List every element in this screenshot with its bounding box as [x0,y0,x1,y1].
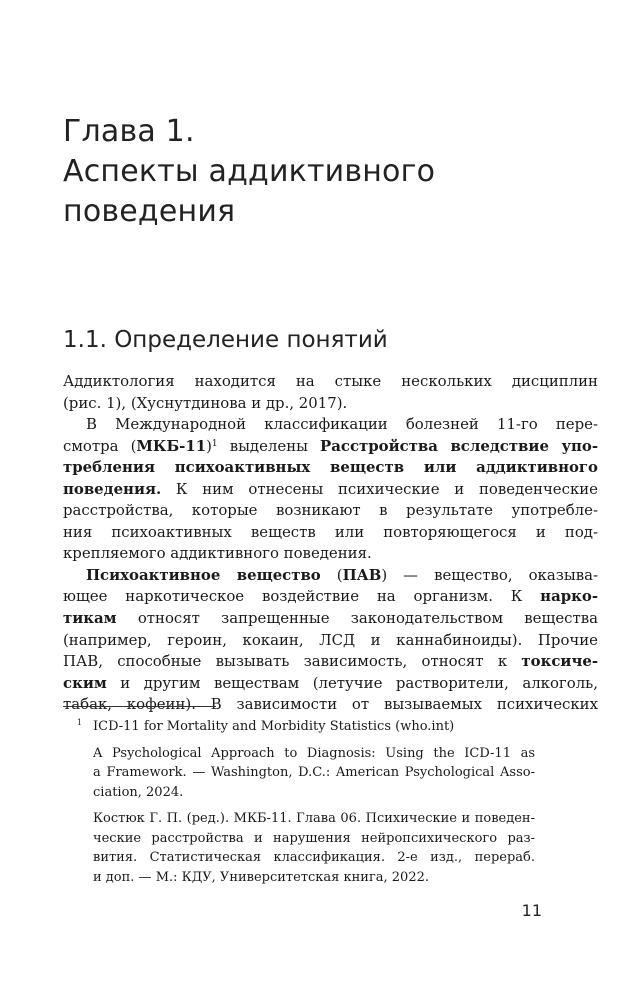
text-line: (например, героин, кокаин, ЛСД и каннабиноиды). Прочие [63,630,598,649]
chapter-title [63,112,603,232]
footnote-line: и доп. — М.: КДУ, Университетская книга, 2022. [93,869,430,885]
footnote-entry [93,744,535,803]
text-line: (рис. 1), (Хуснутдинова и др., 2017). [63,393,348,412]
text-line: В Международной классификации болезней 11-го пере- [86,415,598,434]
footnote-ref[interactable]: 1 [211,438,218,449]
footnote-line: A Psychological Approach to Diagnosis: Using the ICD-11 as [93,745,535,761]
bold-term: тикам [63,609,117,628]
text-line [63,565,598,587]
footnotes [63,717,535,894]
text-run: относят запрещенные законодательством вещества [116,609,598,628]
text-run: ( [320,565,343,584]
body-text [63,371,598,716]
footnote-entry [93,809,535,887]
chapter-title-line: поведения [63,194,236,229]
text-line: табак, кофеин). В зависимости от вызываемых психических [63,695,598,714]
bold-term: требления психоактивных веществ или аддиктивного [63,458,598,477]
text-run: ) — вещество, оказыва- [381,565,598,584]
text-line: Аддиктология находится на стыке нескольких дисциплин [63,372,598,390]
text-line [63,436,598,458]
bold-term: нарко- [540,587,598,606]
bold-term: токсиче- [521,652,598,671]
bold-term: Расстройства вследствие упо- [320,436,598,455]
text-run: К ним отнесены психические и поведенческие [161,479,598,498]
text-line: ния психоактивных веществ или повторяющегося и под- [63,522,598,541]
text-run: ПАВ, способные вызывать зависимость, относят к [63,652,522,671]
text-line [63,457,598,479]
text-run: и другим веществам (летучие растворители, алкоголь, [106,673,598,692]
footnote-line: Костюк Г. П. (ред.). МКБ-11. Глава 06. Психические и поведен- [93,811,535,826]
text-line [63,608,598,630]
text-run: ) [206,436,212,455]
text-line [63,479,598,501]
footnote-line: вития. Статистическая классификация. 2-е изд., перераб. [93,850,535,865]
footnote-entry [93,717,535,737]
page-number: 11 [521,901,542,920]
footnote-line: ческие расстройства и нарушения нейропсихического раз- [93,830,535,846]
bold-term: поведения. [63,479,162,498]
footnote-line: ciation, 2024. [93,784,184,800]
text-line [63,586,598,608]
footnote-line: ICD-11 for Mortality and Morbidity Statistics (who.int) [93,719,455,734]
bold-term: МКБ-11 [136,436,207,455]
chapter-title-line: Аспекты аддиктивного [63,154,436,189]
footnote-divider [63,706,216,707]
text-line [63,673,598,695]
text-run: ющее наркотическое воздействие на организм. К [63,587,541,606]
chapter-number: Глава 1. [63,114,195,149]
section-title: 1.1. Определение понятий [63,327,388,353]
bold-term: ским [63,673,107,692]
text-line: расстройства, которые возникают в результате употребле- [63,501,598,520]
text-run: смотра ( [63,436,137,455]
footnote-marker: 1 [77,718,83,727]
bold-term: ПАВ [342,565,382,584]
text-line [63,651,598,673]
text-run: выделены [217,436,321,455]
text-line: крепляемого аддиктивного поведения. [63,544,372,563]
footnote-line: a Framework. — Washington, D.C.: American Psychological Asso- [93,765,535,780]
bold-term: Психоактивное вещество [86,565,321,584]
